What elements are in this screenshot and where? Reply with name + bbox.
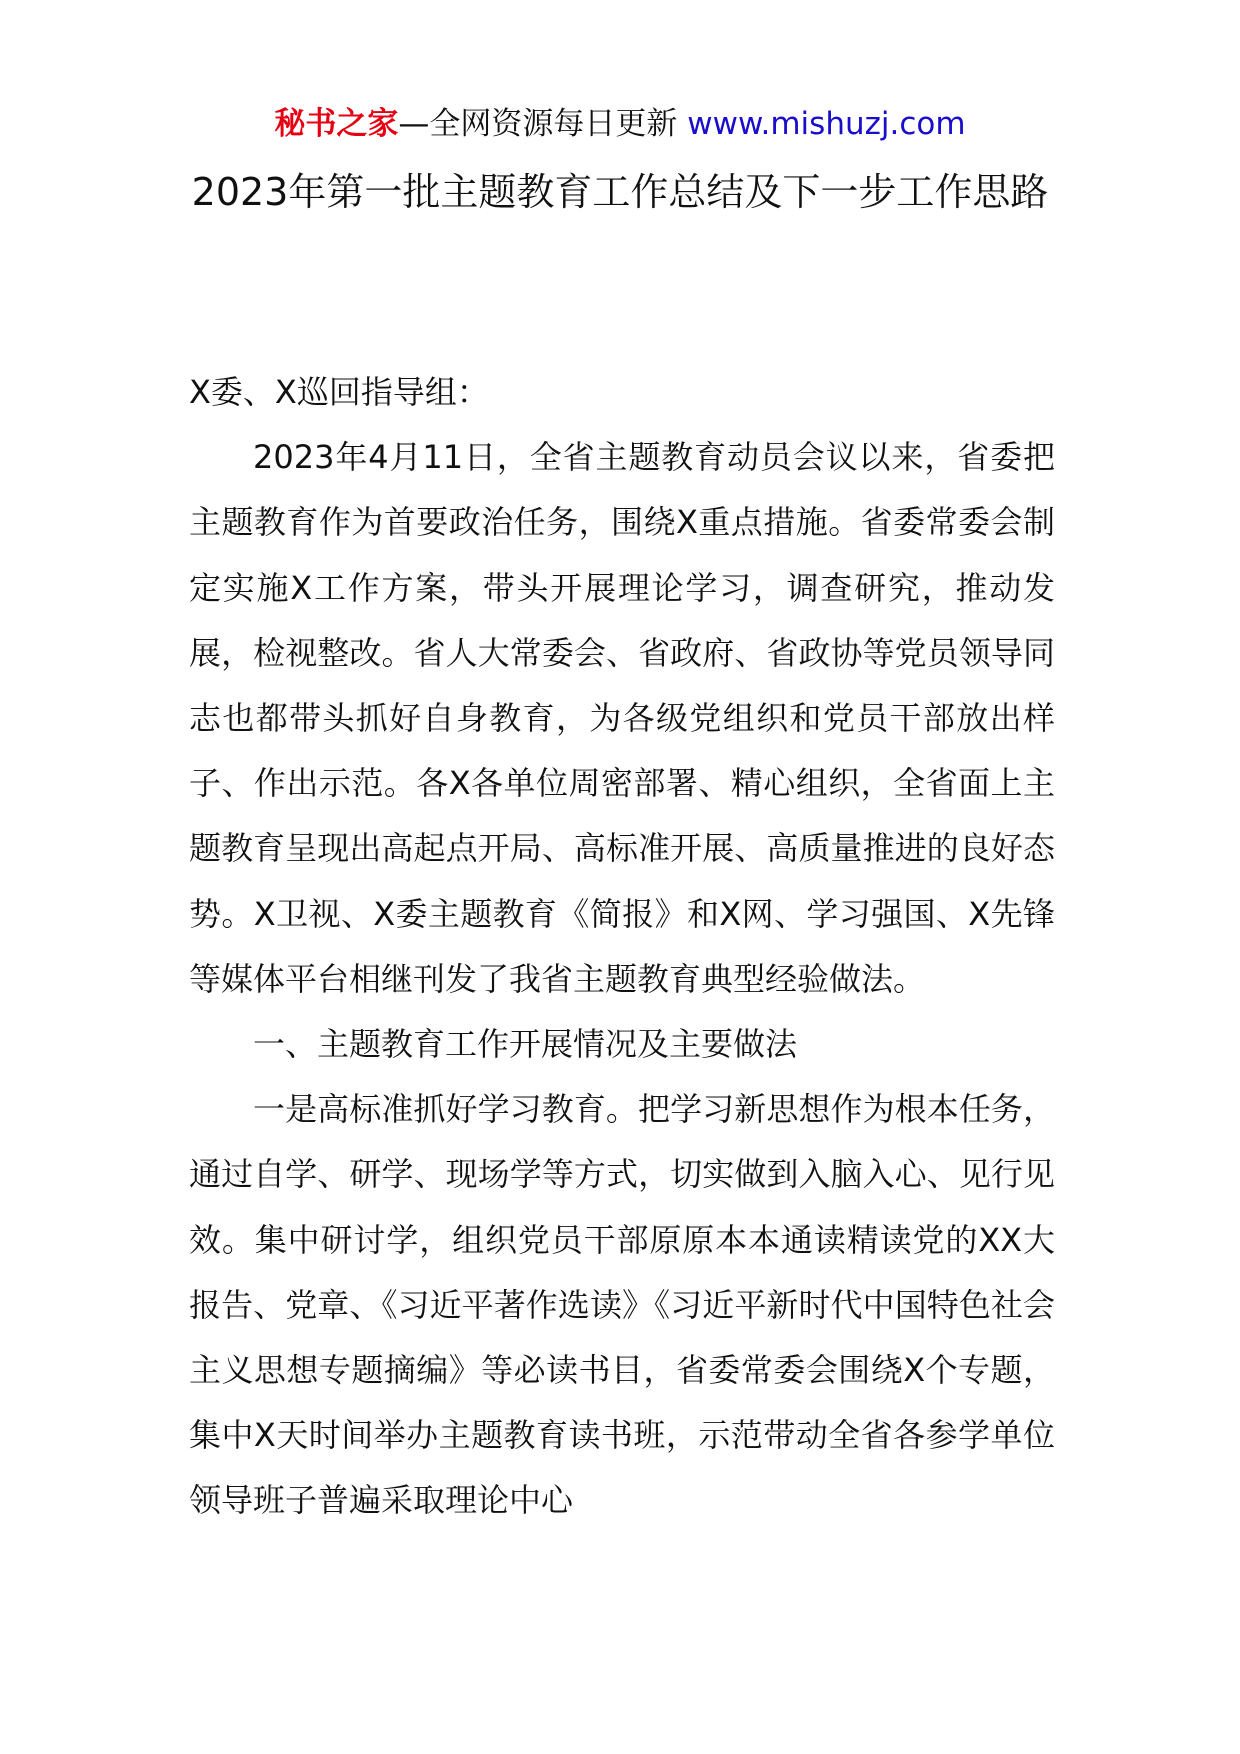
brand-slogan: —全网资源每日更新 bbox=[398, 106, 678, 142]
site-header bbox=[0, 102, 1240, 146]
paragraph-intro: 2023年4月11日，全省主题教育动员会议以来，省委把主题教育作为首要政治任务，围绕X重点措施。省委常委会制定实施X工作方案，带头开展理论学习，调查研究，推动发展，检视整改。省人大常委会、省政府、省政协等党员领导同志也都带头抓好自身教育，为各级党组织和党员干部放出样子、作出示范。各X各单位周密部署、精心组织，全省面上主题教育呈现出高起点开局、高标准开展、高质量推进的良好态势。X卫视、X委主题教育《简报》和X网、学习强国、X先锋等媒体平台相继刊发了我省主题教育典型经验做法。 bbox=[189, 438, 1055, 998]
brand-url-link[interactable]: www.mishuzj.com bbox=[687, 106, 966, 142]
salutation: X委、X巡回指导组： bbox=[189, 373, 489, 411]
section-heading: 一、主题教育工作开展情况及主要做法 bbox=[253, 1025, 798, 1064]
document-body bbox=[189, 360, 1055, 1534]
document-title: 2023年第一批主题教育工作总结及下一步工作思路 bbox=[191, 170, 1049, 214]
brand-name: 秘书之家 bbox=[274, 106, 399, 142]
paragraph-study: 一是高标准抓好学习教育。把学习新思想作为根本任务，通过自学、研学、现场学等方式，切实做到入脑入心、见行见效。集中研讨学，组织党员干部原原本本通读精读党的XX大报告、党章、《习近平著作选读》《习近平新时代中国特色社会主义思想专题摘编》等必读书目，省委常委会围绕X个专题，集中X天时间举办主题教育读书班，示范带动全省各参学单位领导班子普遍采取理论中心 bbox=[189, 1090, 1055, 1520]
